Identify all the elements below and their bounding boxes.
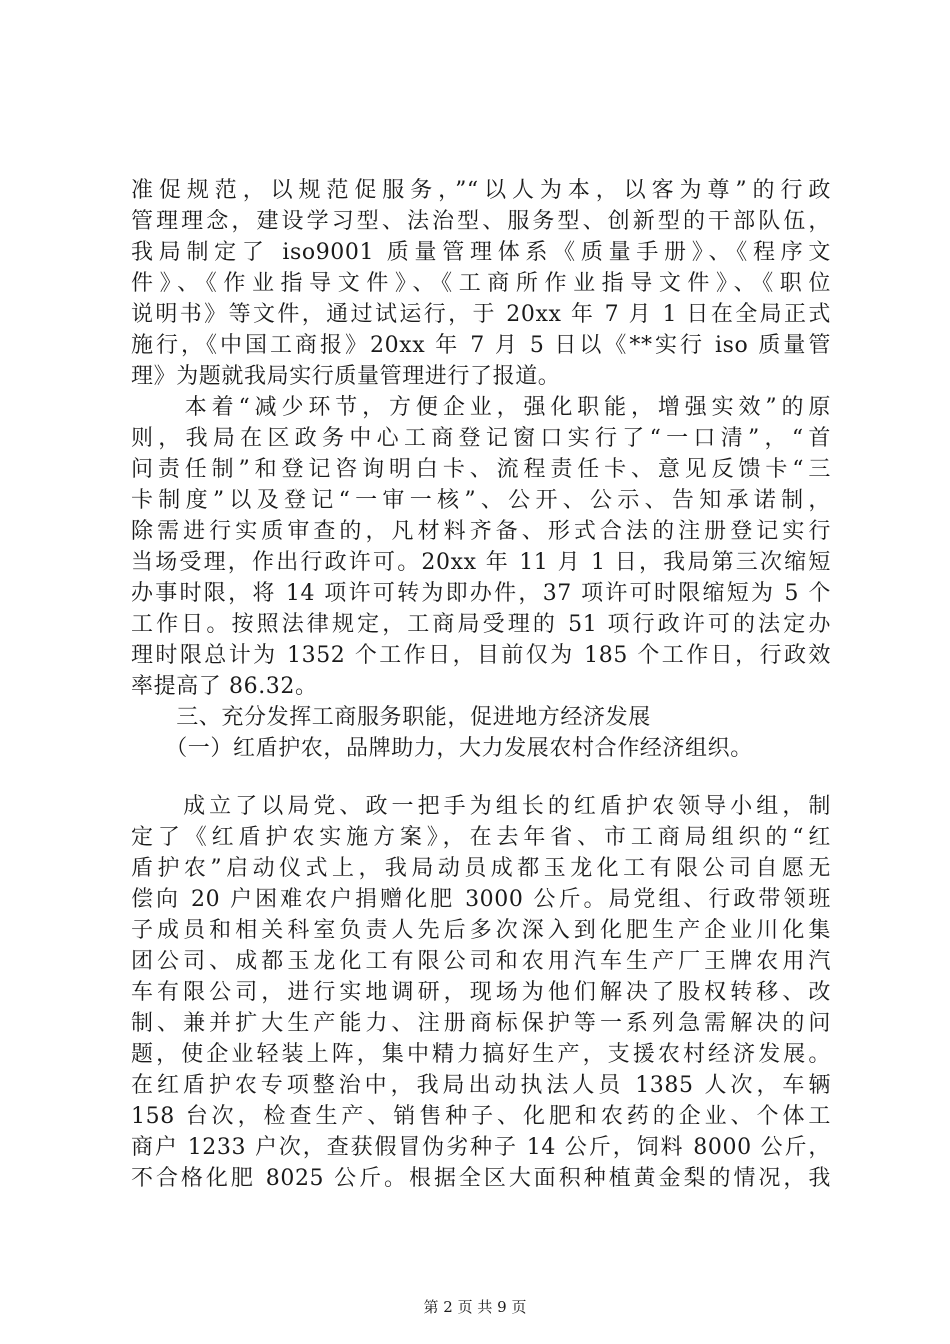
text-line: 成立了以局党、政一把手为组长的红盾护农领导小组，制 [131, 794, 831, 819]
text-line: 盾护农”启动仪式上，我局动员成都玉龙化工有限公司自愿无 [131, 856, 831, 881]
text-line: 本着“减少环节，方便企业，强化职能，增强实效”的原 [131, 395, 831, 420]
text-line: 管理理念，建设学习型、法治型、服务型、创新型的干部队伍， [131, 209, 831, 234]
text-line: 说明书》等文件，通过试运行，于 20xx 年 7 月 1 日在全局正式 [131, 302, 831, 327]
text-line: 件》、《作业指导文件》、《工商所作业指导文件》、《职位 [131, 271, 831, 296]
text-line: 办事时限，将 14 项许可转为即办件，37 项许可时限缩短为 5 个 [131, 581, 831, 606]
text-line: 定了《红盾护农实施方案》，在去年省、市工商局组织的“红 [131, 825, 831, 850]
body-text-block-1 [131, 175, 831, 764]
text-line: 商户 1233 户次，查获假冒伪劣种子 14 公斤，饲料 8000 公斤， [131, 1135, 831, 1160]
text-line: 问责任制”和登记咨询明白卡、流程责任卡、意见反馈卡“三 [131, 457, 831, 482]
text-line: 题，使企业轻装上阵，集中精力搞好生产，支援农村经济发展。 [131, 1042, 831, 1067]
text-line: 我局制定了 iso9001 质量管理体系《质量手册》、《程序文 [131, 240, 831, 265]
text-line: 工作日。按照法律规定，工商局受理的 51 项行政许可的法定办 [131, 612, 831, 637]
text-line: 车有限公司，进行实地调研，现场为他们解决了股权转移、改 [131, 980, 831, 1005]
body-text-block-2 [131, 791, 831, 1194]
subsection-heading: （一）红盾护农，品牌助力，大力发展农村合作经济组织。 [131, 736, 753, 761]
text-line: 团公司、成都玉龙化工有限公司和农用汽车生产厂王牌农用汽 [131, 949, 831, 974]
text-line: 子成员和相关科室负责人先后多次深入到化肥生产企业川化集 [131, 918, 831, 943]
text-line: 施行，《中国工商报》20xx 年 7 月 5 日以《**实行 iso 质量管 [131, 333, 831, 358]
text-line: 理》为题就我局实行质量管理进行了报道。 [131, 364, 561, 389]
text-line: 158 台次，检查生产、销售种子、化肥和农药的企业、个体工 [131, 1104, 831, 1129]
text-line: 准促规范，以规范促服务，”“以人为本，以客为尊”的行政 [131, 178, 831, 203]
section-heading: 三、充分发挥工商服务职能，促进地方经济发展 [131, 705, 651, 730]
text-line: 理时限总计为 1352 个工作日，目前仅为 185 个工作日，行政效 [131, 643, 831, 668]
text-line: 率提高了 86.32。 [131, 674, 318, 699]
text-line: 制、兼并扩大生产能力、注册商标保护等一系列急需解决的问 [131, 1011, 831, 1036]
text-line: 不合格化肥 8025 公斤。根据全区大面积种植黄金梨的情况，我 [131, 1166, 831, 1191]
text-line: 当场受理，作出行政许可。20xx 年 11 月 1 日，我局第三次缩短 [131, 550, 831, 575]
text-line: 在红盾护农专项整治中，我局出动执法人员 1385 人次，车辆 [131, 1073, 831, 1098]
text-line: 除需进行实质审查的，凡材料齐备、形式合法的注册登记实行 [131, 519, 831, 544]
text-line: 偿向 20 户困难农户捐赠化肥 3000 公斤。局党组、行政带领班 [131, 887, 831, 912]
text-line: 则，我局在区政务中心工商登记窗口实行了“一口清”，“首 [131, 426, 831, 451]
page-number-footer: 第 2 页 共 9 页 [423, 1298, 527, 1316]
text-line: 卡制度”以及登记“一审一核”、公开、公示、告知承诺制， [131, 488, 831, 513]
